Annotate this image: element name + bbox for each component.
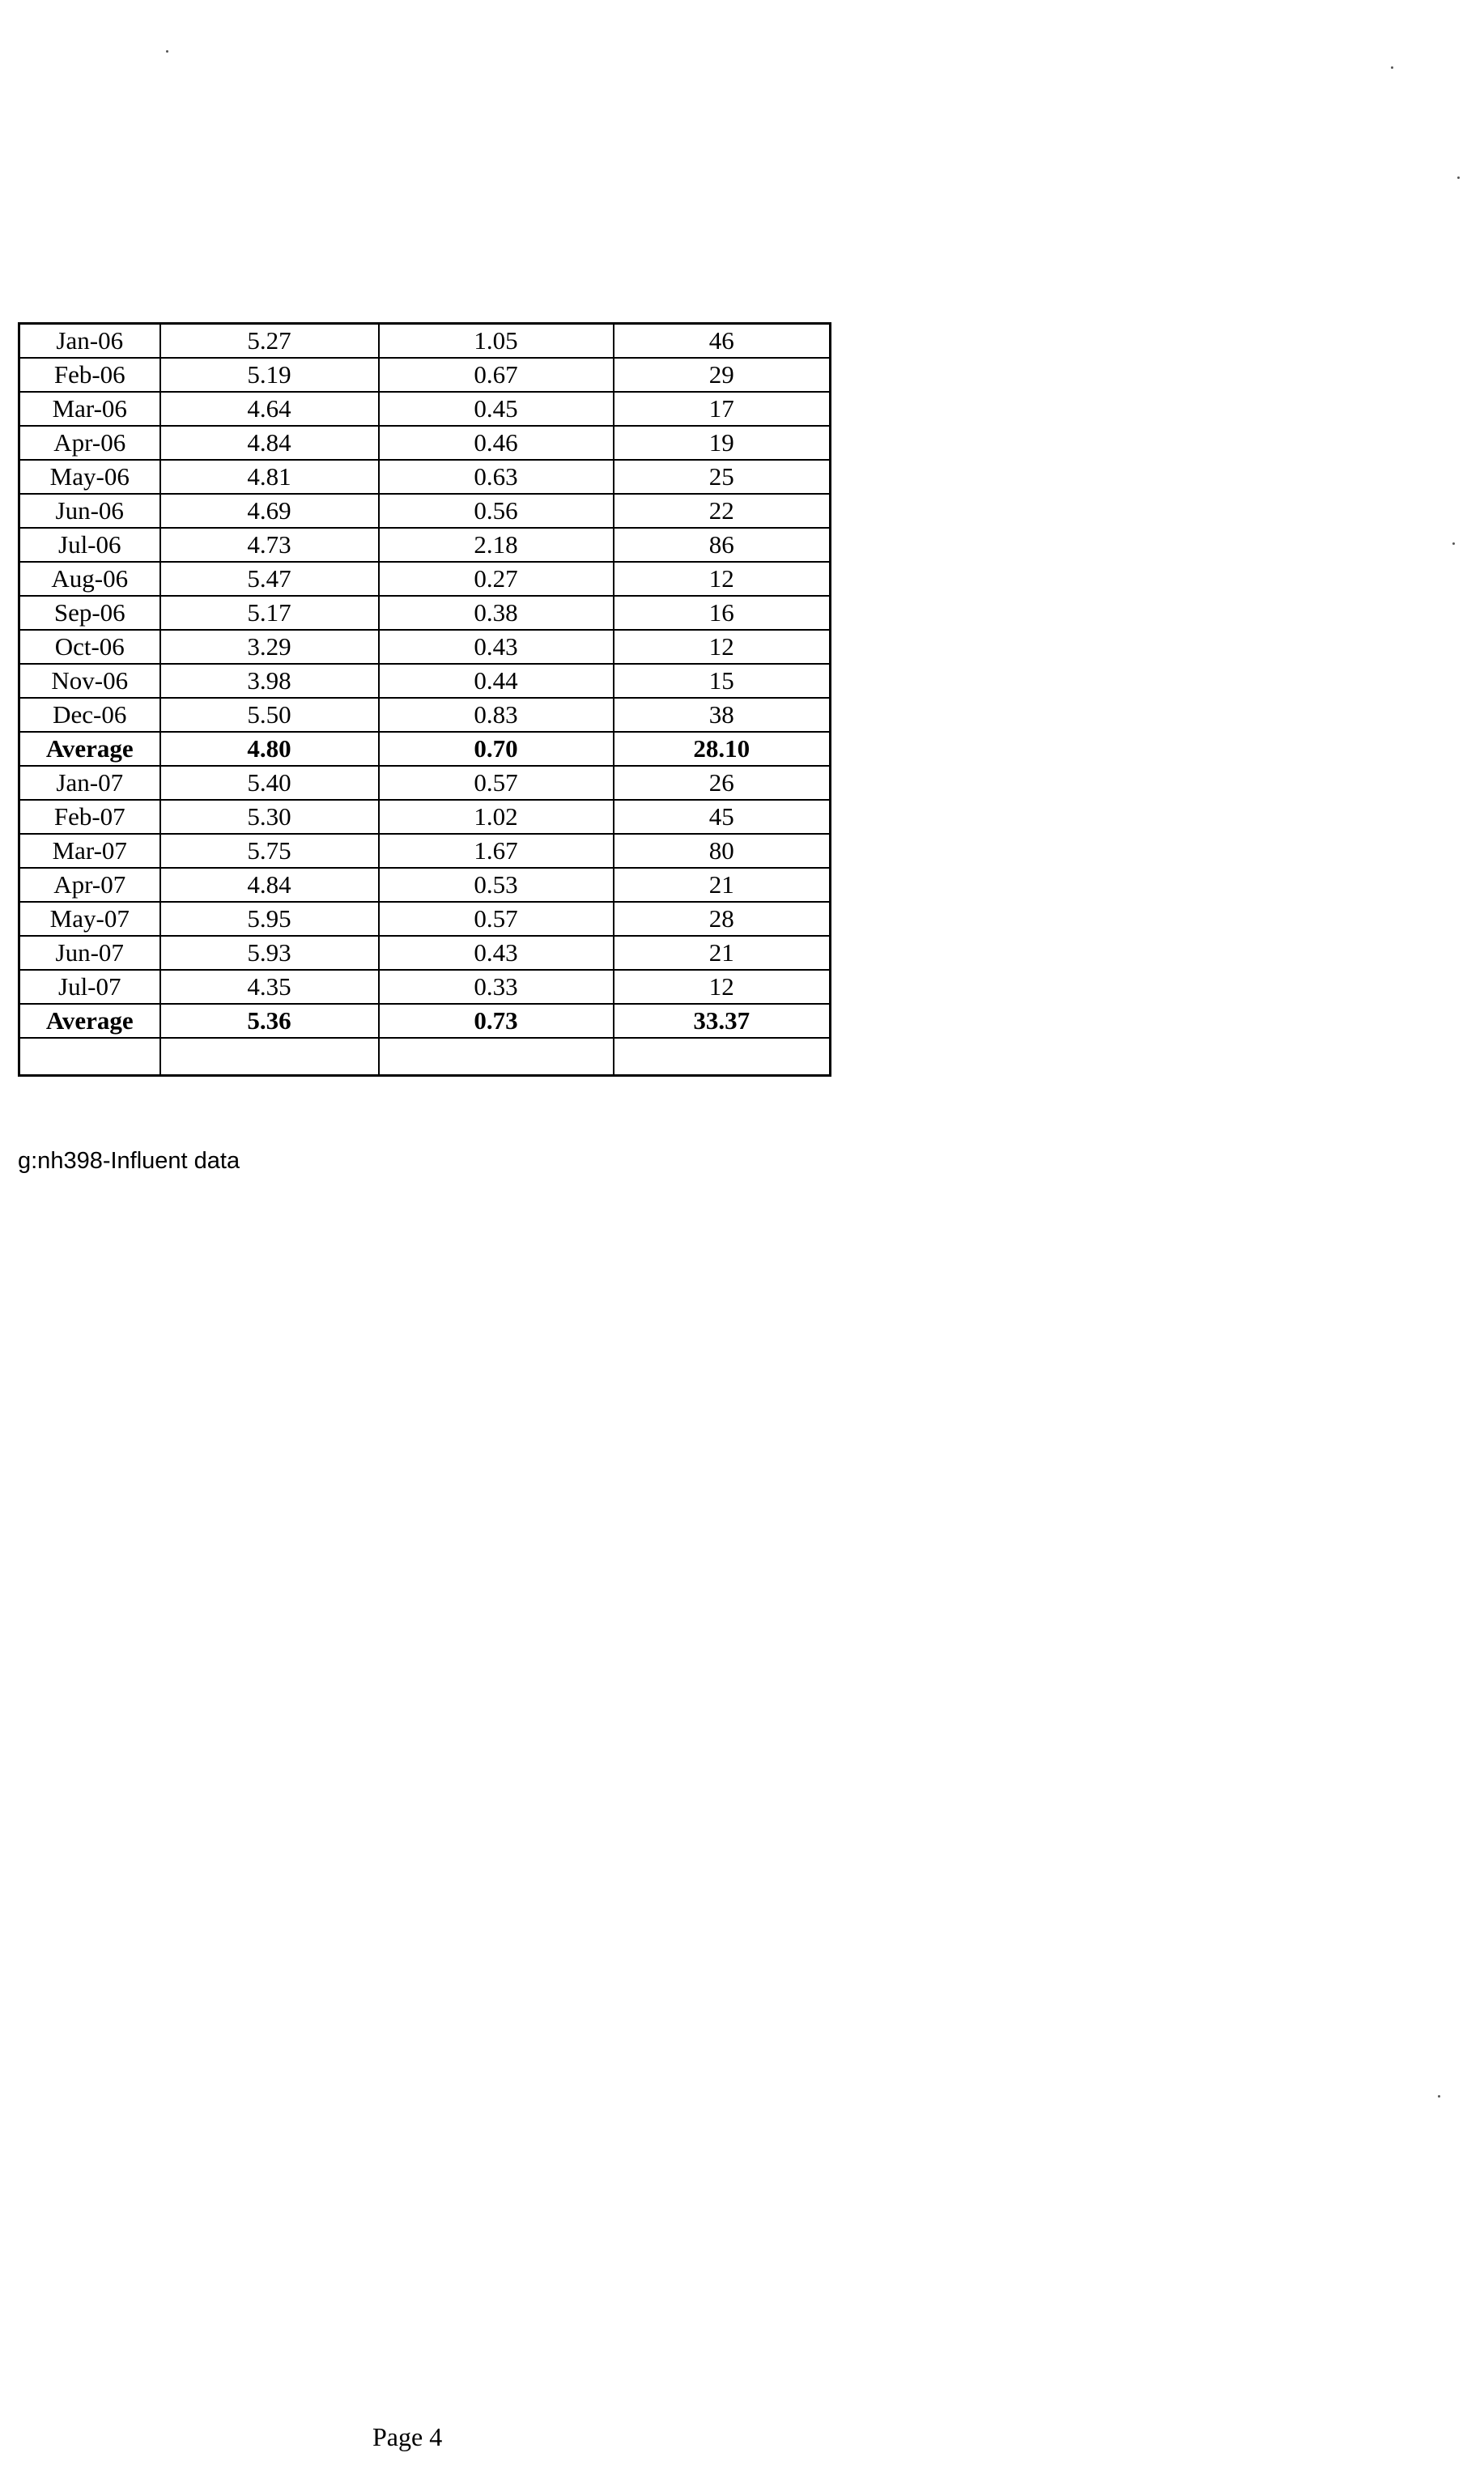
value-cell-1: 5.27	[160, 324, 379, 359]
value-cell-1: 4.81	[160, 460, 379, 494]
month-cell	[19, 1038, 160, 1076]
value-cell-2: 0.38	[379, 596, 614, 630]
value-cell-2: 0.43	[379, 630, 614, 664]
table-row	[19, 494, 831, 528]
value-cell-1: 4.35	[160, 970, 379, 1004]
page-number: Page 4	[372, 2422, 443, 2451]
value-cell-2: 0.70	[379, 732, 614, 766]
table-row	[19, 800, 831, 834]
value-cell-3: 21	[614, 936, 831, 970]
value-cell-3: 12	[614, 630, 831, 664]
value-cell-1: 4.64	[160, 392, 379, 426]
value-cell-1: 5.47	[160, 562, 379, 596]
month-cell: Jun-07	[19, 936, 160, 970]
table-row	[19, 528, 831, 562]
value-cell-1: 5.93	[160, 936, 379, 970]
value-cell-3: 21	[614, 868, 831, 902]
month-cell: May-07	[19, 902, 160, 936]
month-cell: Mar-07	[19, 834, 160, 868]
value-cell-2: 0.83	[379, 698, 614, 732]
value-cell-3: 12	[614, 970, 831, 1004]
table-row	[19, 970, 831, 1004]
table-row	[19, 834, 831, 868]
value-cell-2: 0.46	[379, 426, 614, 460]
month-cell: Jan-06	[19, 324, 160, 359]
month-cell: Jul-07	[19, 970, 160, 1004]
value-cell-1	[160, 1038, 379, 1076]
scan-speck	[1457, 176, 1460, 179]
month-cell: Sep-06	[19, 596, 160, 630]
value-cell-1: 5.50	[160, 698, 379, 732]
scan-speck	[166, 50, 168, 53]
value-cell-1: 4.69	[160, 494, 379, 528]
value-cell-2: 0.56	[379, 494, 614, 528]
value-cell-3: 46	[614, 324, 831, 359]
table-row	[19, 426, 831, 460]
table-row	[19, 460, 831, 494]
value-cell-2: 0.57	[379, 766, 614, 800]
table-row	[19, 766, 831, 800]
month-cell: Average	[19, 732, 160, 766]
month-cell: Mar-06	[19, 392, 160, 426]
value-cell-1: 5.75	[160, 834, 379, 868]
value-cell-2: 0.53	[379, 868, 614, 902]
average-row	[19, 732, 831, 766]
value-cell-1: 5.95	[160, 902, 379, 936]
value-cell-1: 4.80	[160, 732, 379, 766]
value-cell-3: 80	[614, 834, 831, 868]
value-cell-2	[379, 1038, 614, 1076]
value-cell-2: 1.02	[379, 800, 614, 834]
value-cell-2: 0.45	[379, 392, 614, 426]
value-cell-1: 4.73	[160, 528, 379, 562]
month-cell: Oct-06	[19, 630, 160, 664]
value-cell-1: 4.84	[160, 868, 379, 902]
table-row	[19, 664, 831, 698]
value-cell-3: 22	[614, 494, 831, 528]
value-cell-3: 28	[614, 902, 831, 936]
value-cell-3: 15	[614, 664, 831, 698]
value-cell-2: 0.27	[379, 562, 614, 596]
month-cell: Feb-06	[19, 358, 160, 392]
value-cell-1: 5.36	[160, 1004, 379, 1038]
value-cell-3: 19	[614, 426, 831, 460]
value-cell-1: 5.40	[160, 766, 379, 800]
month-cell: Average	[19, 1004, 160, 1038]
value-cell-2: 2.18	[379, 528, 614, 562]
value-cell-1: 5.17	[160, 596, 379, 630]
table-row	[19, 902, 831, 936]
value-cell-3: 12	[614, 562, 831, 596]
month-cell: Dec-06	[19, 698, 160, 732]
value-cell-1: 3.29	[160, 630, 379, 664]
value-cell-3: 17	[614, 392, 831, 426]
month-cell: Nov-06	[19, 664, 160, 698]
month-cell: Jul-06	[19, 528, 160, 562]
value-cell-1: 4.84	[160, 426, 379, 460]
table-row	[19, 392, 831, 426]
value-cell-2: 1.67	[379, 834, 614, 868]
value-cell-2: 0.33	[379, 970, 614, 1004]
blank-row	[19, 1038, 831, 1076]
table-row	[19, 868, 831, 902]
table-row	[19, 358, 831, 392]
table-body	[19, 324, 831, 1076]
value-cell-2: 0.44	[379, 664, 614, 698]
value-cell-3: 45	[614, 800, 831, 834]
value-cell-2: 0.57	[379, 902, 614, 936]
month-cell: Aug-06	[19, 562, 160, 596]
table-row	[19, 630, 831, 664]
table-row	[19, 324, 831, 359]
value-cell-3: 25	[614, 460, 831, 494]
average-row	[19, 1004, 831, 1038]
scan-speck	[1452, 542, 1455, 545]
value-cell-3: 38	[614, 698, 831, 732]
value-cell-2: 0.63	[379, 460, 614, 494]
influent-data-table	[18, 322, 831, 1077]
table-row	[19, 936, 831, 970]
table-row	[19, 596, 831, 630]
value-cell-2: 0.73	[379, 1004, 614, 1038]
value-cell-3: 28.10	[614, 732, 831, 766]
value-cell-3: 16	[614, 596, 831, 630]
value-cell-3: 86	[614, 528, 831, 562]
month-cell: Jan-07	[19, 766, 160, 800]
value-cell-2: 1.05	[379, 324, 614, 359]
value-cell-1: 3.98	[160, 664, 379, 698]
month-cell: Apr-06	[19, 426, 160, 460]
scan-speck	[1391, 66, 1393, 69]
table-row	[19, 698, 831, 732]
month-cell: Jun-06	[19, 494, 160, 528]
value-cell-2: 0.67	[379, 358, 614, 392]
value-cell-3	[614, 1038, 831, 1076]
file-label: g:nh398-Influent data	[18, 1148, 240, 1174]
value-cell-3: 29	[614, 358, 831, 392]
month-cell: Feb-07	[19, 800, 160, 834]
value-cell-3: 26	[614, 766, 831, 800]
scan-speck	[1438, 2095, 1440, 2098]
month-cell: Apr-07	[19, 868, 160, 902]
value-cell-1: 5.19	[160, 358, 379, 392]
value-cell-3: 33.37	[614, 1004, 831, 1038]
value-cell-2: 0.43	[379, 936, 614, 970]
table-row	[19, 562, 831, 596]
month-cell: May-06	[19, 460, 160, 494]
value-cell-1: 5.30	[160, 800, 379, 834]
